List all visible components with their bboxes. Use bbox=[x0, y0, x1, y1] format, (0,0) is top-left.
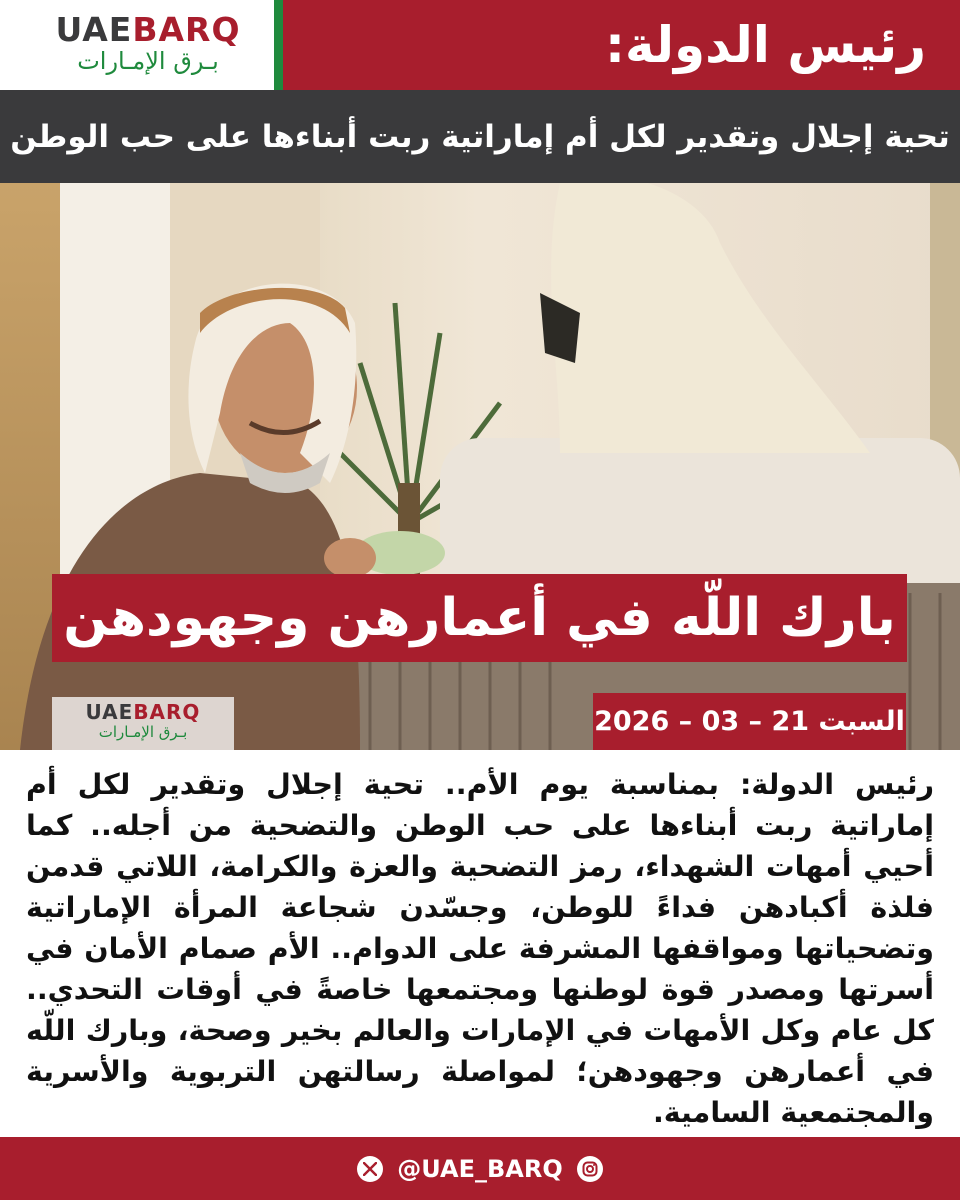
date-text: السبت 21 – 03 – 2026 bbox=[594, 706, 905, 737]
article-body bbox=[26, 764, 934, 1133]
title-bar bbox=[283, 0, 960, 90]
headline-subtitle: تحية إجلال وتقدير لكل أم إماراتية ربت أبناءها على حب الوطن bbox=[10, 118, 950, 155]
news-photo bbox=[0, 183, 960, 750]
brand-logo-latin: UAEBARQ bbox=[55, 10, 241, 49]
watermark-logo-arabic: بـرق الإمـارات bbox=[98, 723, 188, 741]
brand-logo-arabic: بـرق الإمـارات bbox=[77, 47, 219, 75]
subtitle-bar bbox=[0, 90, 960, 183]
watermark-logo-latin: UAEBARQ bbox=[85, 700, 201, 724]
social-handle[interactable]: @UAE_BARQ bbox=[397, 1154, 563, 1183]
blessing-text: بارك اللّه في أعمارهن وجهودهن bbox=[63, 588, 896, 648]
blessing-banner bbox=[52, 574, 907, 662]
brand-logo bbox=[48, 10, 248, 75]
date-badge bbox=[593, 693, 906, 750]
green-accent bbox=[274, 0, 283, 90]
watermark-logo bbox=[52, 700, 234, 741]
instagram-icon[interactable] bbox=[577, 1156, 603, 1182]
article-text: رئيس الدولة: بمناسبة يوم الأم.. تحية إجلال وتقدير لكل أم إماراتية ربت أبناءها على حب الوطن والتضحية من أجله.. كما أحيي أمهات الشهداء، رمز التضحية والعزة والكرامة، اللاتي قدمن فلذة أكبادهن فداءً للوطن، وجسّدن شجاعة المرأة الإماراتية وتضحياتها ومواقفها المشرفة على الدوام.. الأم صمام الأمان في أسرتها ومصدر قوة لوطنها ومجتمعها خاصةً في أوقات التحدي.. كل عام وكل الأمهات في الإمارات والعالم بخير وصحة، وبارك اللّه في أعمارهن وجهودهن؛ لمواصلة رسالتهن التربوية والأسرية والمجتمعية السامية. bbox=[26, 768, 934, 1129]
x-icon[interactable] bbox=[357, 1156, 383, 1182]
page-title: رئيس الدولة: bbox=[604, 16, 926, 74]
footer-bar bbox=[0, 1137, 960, 1200]
